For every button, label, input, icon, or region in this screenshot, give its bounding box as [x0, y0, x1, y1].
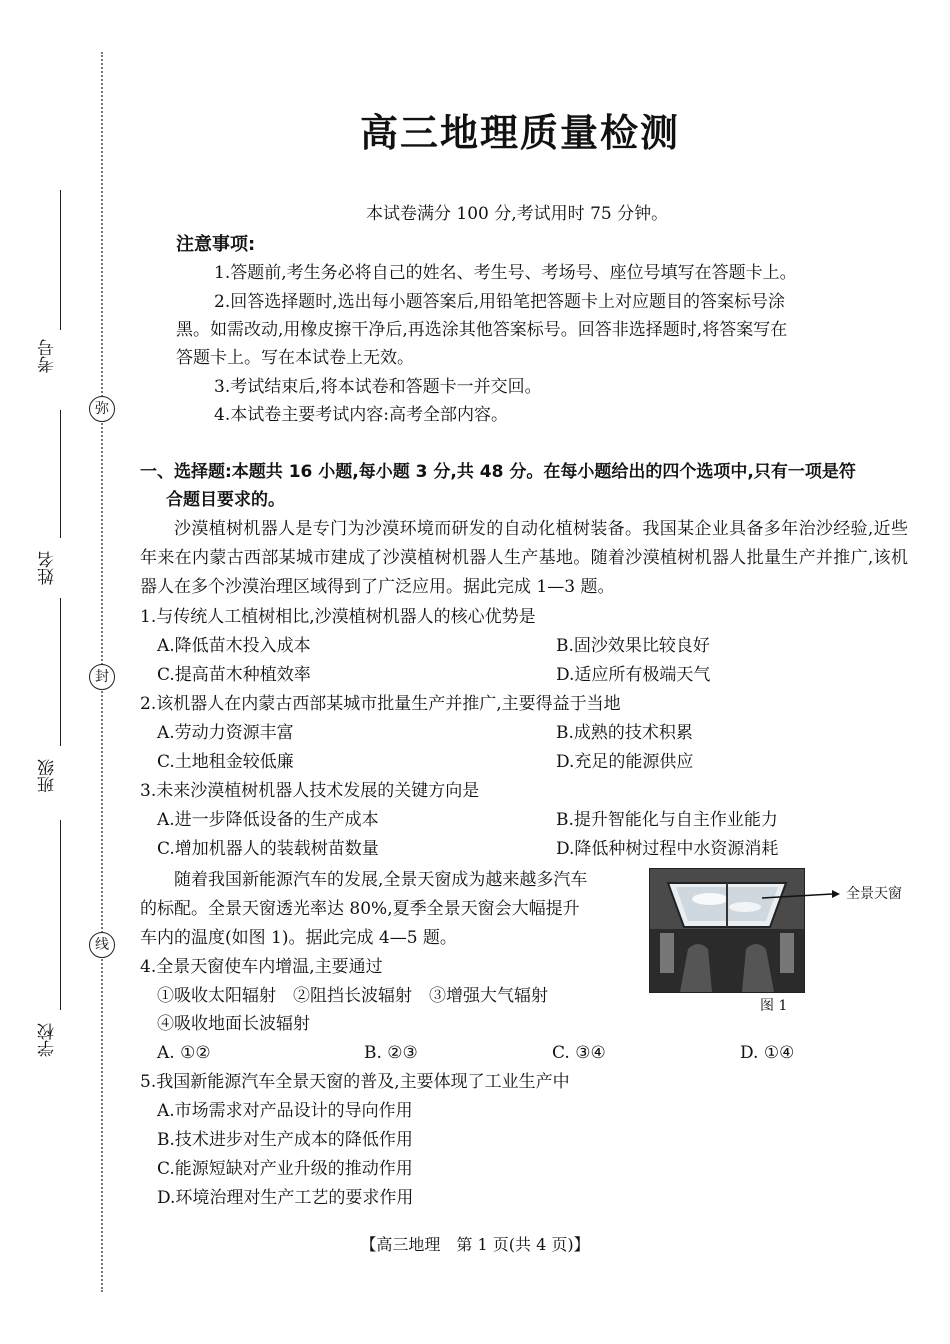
q5-option-b: B.技术进步对生产成本的降低作用 — [157, 1130, 413, 1150]
q5-option-a: A.市场需求对产品设计的导向作用 — [157, 1101, 413, 1121]
q4-option-a: A. ①② — [157, 1043, 211, 1063]
figure-caption: 图 1 — [760, 998, 788, 1014]
q4-option-b: B. ②③ — [364, 1043, 418, 1063]
q1-option-c: C.提高苗木种植效率 — [157, 665, 311, 685]
figure-sunroof-photo — [649, 868, 805, 993]
q4-option-d: D. ①④ — [740, 1043, 795, 1063]
q3-option-c: C.增加机器人的装载树苗数量 — [157, 839, 379, 859]
seal-xian: 线 — [89, 932, 115, 958]
q3-stem: 3.未来沙漠植树机器人技术发展的关键方向是 — [140, 781, 480, 801]
q3-option-b: B.提升智能化与自主作业能力 — [556, 810, 778, 830]
page-title: 高三地理质量检测 — [359, 111, 680, 155]
section-heading-cont: 合题目要求的。 — [166, 490, 285, 510]
notice-item-2-end: 答题卡上。写在本试卷上无效。 — [176, 348, 414, 368]
class-label: 班级 — [38, 759, 58, 793]
q1-option-d: D.适应所有极端天气 — [556, 665, 711, 685]
seal-feng: 封 — [89, 664, 115, 690]
exam-no-line — [60, 190, 61, 330]
passage-sunroof-line-2: 的标配。全景天窗透光率达 80%,夏季全景天窗会大幅提升 — [140, 899, 580, 919]
page-footer: 【高三地理 第 1 页(共 4 页)】 — [360, 1235, 590, 1254]
q3-option-d: D.降低种树过程中水资源消耗 — [556, 839, 779, 859]
passage-robot: 沙漠植树机器人是专门为沙漠环境而研发的自动化植树装备。我国某企业具备多年治沙经验,近些年来在内蒙古西部某城市建成了沙漠植树机器人生产基地。随着沙漠植树机器人批量生产并推广,该机器人在多个沙漠治理区域得到了广泛应用。据此完成 1—3 题。 — [140, 519, 908, 597]
notice-item-2-cont: 黑。如需改动,用橡皮擦干净后,再选涂其他答案标号。回答非选择题时,将答案写在 — [176, 320, 788, 340]
seal-mi: 弥 — [89, 396, 115, 422]
q5-stem: 5.我国新能源汽车全景天窗的普及,主要体现了工业生产中 — [140, 1072, 570, 1092]
notice-heading: 注意事项: — [176, 234, 256, 255]
q2-option-b: B.成熟的技术积累 — [556, 723, 693, 743]
q2-option-d: D.充足的能源供应 — [556, 752, 694, 772]
q2-stem: 2.该机器人在内蒙古西部某城市批量生产并推广,主要得益于当地 — [140, 694, 621, 714]
q1-option-a: A.降低苗木投入成本 — [157, 636, 311, 656]
exam-no-label: 考号 — [38, 339, 58, 373]
q2-option-c: C.土地租金较低廉 — [157, 752, 294, 772]
notice-item-3: 3.考试结束后,将本试卷和答题卡一并交回。 — [214, 377, 542, 397]
q5-option-d: D.环境治理对生产工艺的要求作用 — [157, 1188, 414, 1208]
name-line — [60, 410, 61, 538]
q4-stem: 4.全景天窗使车内增温,主要通过 — [140, 957, 383, 977]
figure-label-sunroof: 全景天窗 — [846, 886, 902, 902]
name-label: 姓名 — [38, 551, 58, 585]
passage-sunroof-line-3: 车内的温度(如图 1)。据此完成 4—5 题。 — [140, 928, 457, 948]
q1-option-b: B.固沙效果比较良好 — [556, 636, 710, 656]
class-line — [60, 598, 61, 746]
q3-option-a: A.进一步降低设备的生产成本 — [157, 810, 379, 830]
section-heading: 一、选择题:本题共 16 小题,每小题 3 分,共 48 分。在每小题给出的四个选项中,只有一项是符 — [140, 462, 856, 482]
q5-option-c: C.能源短缺对产业升级的推动作用 — [157, 1159, 413, 1179]
q4-statements-line-2: ④吸收地面长波辐射 — [157, 1014, 310, 1034]
q4-statements-line-1: ①吸收太阳辐射 ②阻挡长波辐射 ③增强大气辐射 — [157, 986, 548, 1006]
pointer-arrow — [760, 888, 840, 904]
passage-sunroof-line-1: 随着我国新能源汽车的发展,全景天窗成为越来越多汽车 — [174, 870, 588, 890]
notice-item-1: 1.答题前,考生务必将自己的姓名、考生号、考场号、座位号填写在答题卡上。 — [214, 263, 797, 283]
exam-info: 本试卷满分 100 分,考试用时 75 分钟。 — [366, 204, 669, 224]
notice-item-4: 4.本试卷主要考试内容:高考全部内容。 — [214, 405, 508, 425]
school-label: 学校 — [38, 1023, 58, 1057]
notice-item-2: 2.回答选择题时,选出每小题答案后,用铅笔把答题卡上对应题目的答案标号涂 — [214, 292, 786, 312]
q2-option-a: A.劳动力资源丰富 — [157, 723, 294, 743]
school-line — [60, 820, 61, 1010]
q4-option-c: C. ③④ — [552, 1043, 606, 1063]
q1-stem: 1.与传统人工植树相比,沙漠植树机器人的核心优势是 — [140, 607, 536, 627]
